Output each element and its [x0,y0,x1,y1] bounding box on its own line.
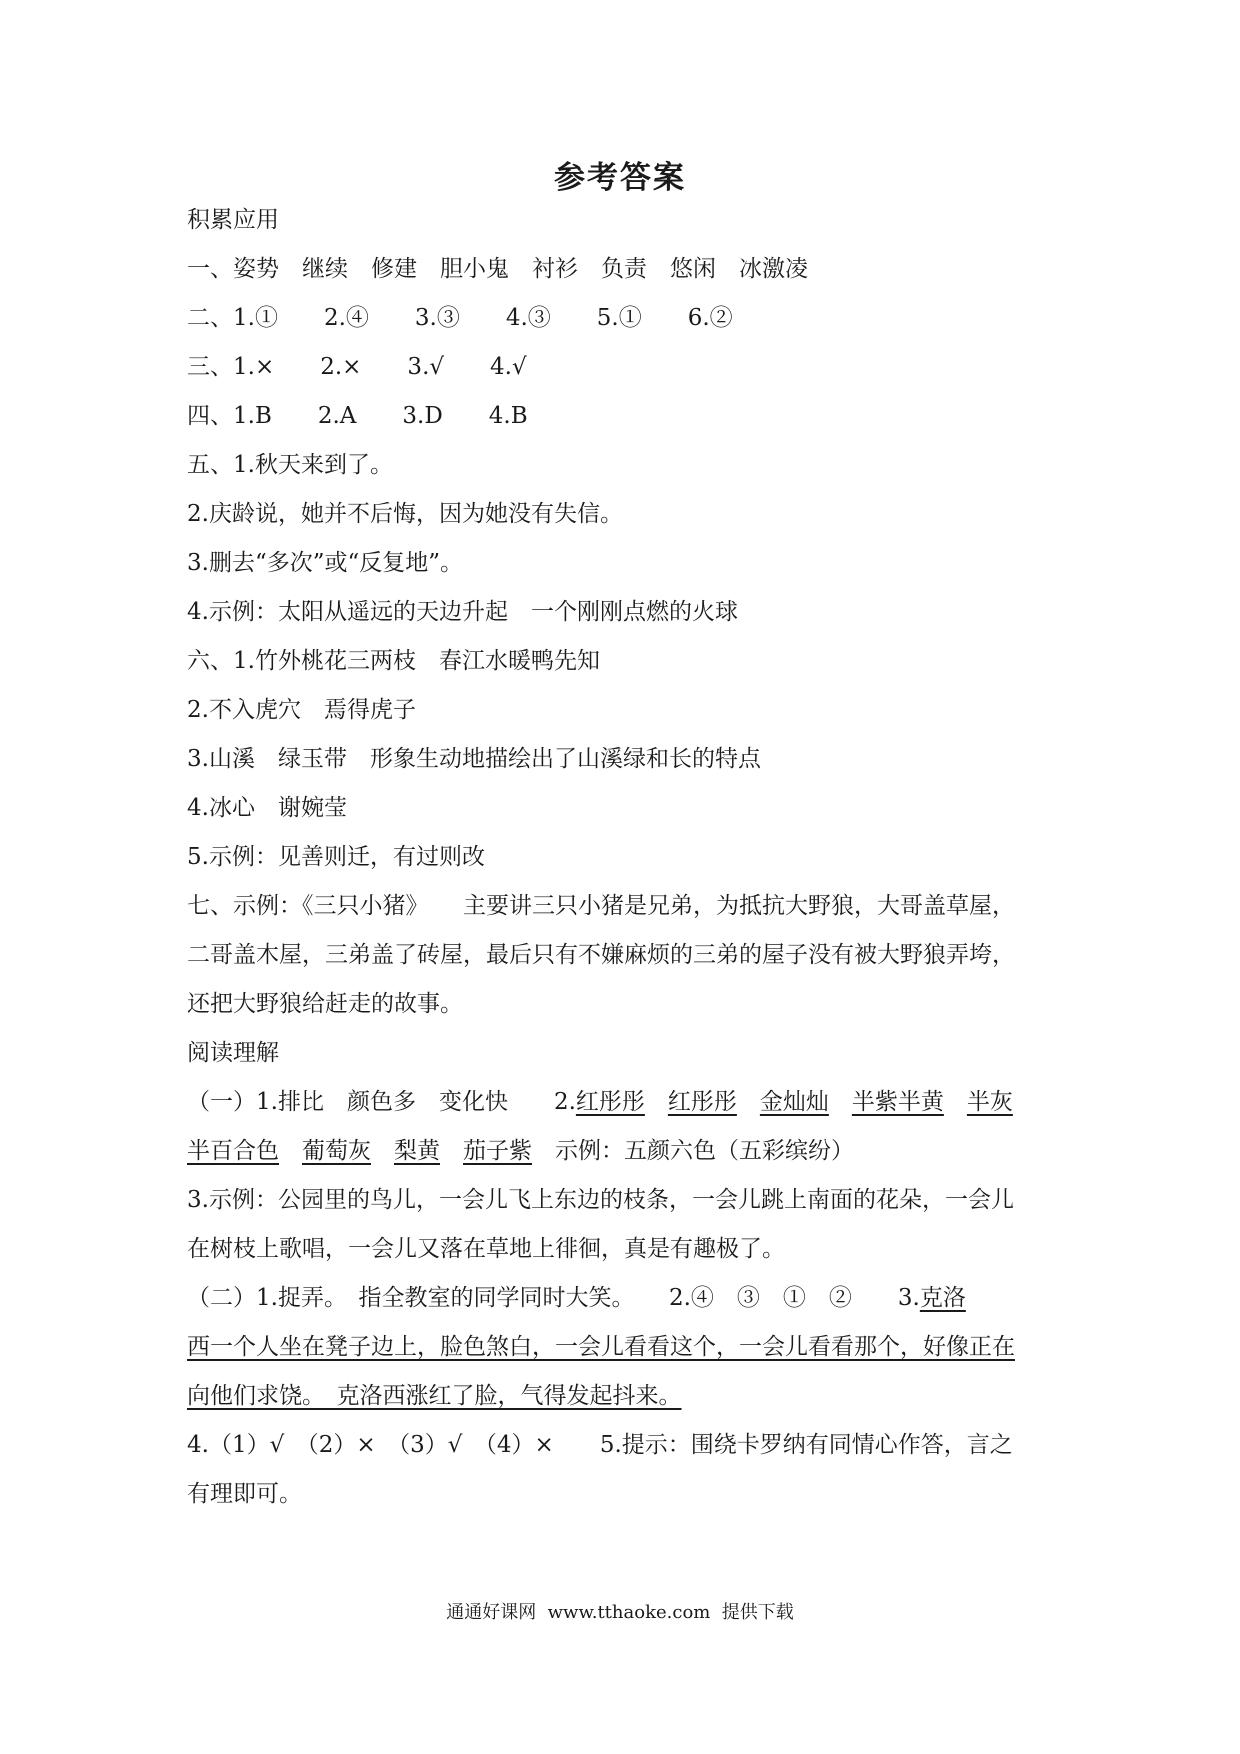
underlined-word: 茄子紫 [463,1138,532,1164]
underlined-sentence: 西一个人坐在凳子边上，脸色煞白，一会儿看看这个，一会儿看看那个，好像正在 [187,1334,1015,1360]
underlined-sentence: 克洛 [919,1285,966,1311]
reading1-line-3: 3.示例：公园里的鸟儿，一会儿飞上东边的枝条，一会儿跳上南面的花朵，一会儿 [187,1187,1014,1213]
answer-line-q6-4: 4.冰心 谢婉莹 [187,795,347,821]
underlined-word: 葡萄灰 [302,1138,371,1164]
underlined-sentence: 克洛西涨红了脸，气得发起抖来。 [336,1383,682,1409]
reading2-prefix: （二）1.捉弄。 指全教室的同学同时大笑。 2.④ ③ ① ② 3. [187,1285,920,1311]
answer-line-q7-1: 七、示例：《三只小猪》 主要讲三只小猪是兄弟，为抵抗大野狼，大哥盖草屋， [187,893,1015,919]
underlined-word: 红彤彤 [575,1089,645,1115]
answer-content [187,196,1097,1519]
section-heading-accumulate: 积累应用 [187,207,279,233]
answer-line-q6-2: 2.不入虎穴 焉得虎子 [187,697,416,723]
underlined-word: 梨黄 [394,1138,440,1164]
footer-source: 通通好课网 www.tthaoke.com 提供下载 [446,1602,794,1623]
reading1-line-1 [187,1078,1097,1127]
underlined-sentence: 向他们求饶。 [187,1383,314,1409]
reading2-line-3 [187,1372,1097,1421]
answer-line-q6-5: 5.示例：见善则迁，有过则改 [187,844,485,870]
reading1-line-2 [187,1127,1097,1176]
answer-line-q2: 二、1.① 2.④ 3.③ 4.③ 5.① 6.② [187,305,733,331]
section-heading-reading: 阅读理解 [187,1040,279,1066]
reading1-example: 示例：五颜六色（五彩缤纷） [555,1138,854,1164]
reading2-line-2 [187,1323,1097,1372]
underlined-word: 半紫半黄 [851,1089,944,1115]
page-title: 参考答案 [554,160,686,196]
underlined-word: 半百合色 [187,1138,279,1164]
answer-line-q3: 三、1.× 2.× 3.√ 4.√ [187,354,527,380]
underlined-word: 红彤彤 [667,1089,737,1115]
answer-line-q5-2: 2.庆龄说，她并不后悔，因为她没有失信。 [187,501,623,527]
answer-line-q7-3: 还把大野狼给赶走的故事。 [187,991,463,1017]
answer-line-q5-4: 4.示例：太阳从遥远的天边升起 一个刚刚点燃的火球 [187,599,738,625]
answer-line-q6-1: 六、1.竹外桃花三两枝 春江水暖鸭先知 [187,648,600,674]
underlined-word: 半灰 [966,1089,1013,1115]
answer-line-q7-2: 二哥盖木屋，三弟盖了砖屋，最后只有不嫌麻烦的三弟的屋子没有被大野狼弄垮， [187,942,1015,968]
reading1-prefix: （一）1.排比 颜色多 变化快 2. [187,1089,576,1115]
reading2-line-5: 有理即可。 [187,1481,302,1507]
answer-line-q1: 一、姿势 继续 修建 胆小鬼 衬衫 负责 悠闲 冰激凌 [187,256,808,282]
answer-line-q5-1: 五、1.秋天来到了。 [187,452,393,478]
answer-line-q4: 四、1.B 2.A 3.D 4.B [187,403,528,429]
answer-line-q6-3: 3.山溪 绿玉带 形象生动地描绘出了山溪绿和长的特点 [187,746,761,772]
reading2-line-4: 4.（1）√ （2）× （3）√ （4）× 5.提示：围绕卡罗纳有同情心作答，言之 [187,1432,1013,1458]
reading1-line-4: 在树枝上歌唱，一会儿又落在草地上徘徊，真是有趣极了。 [187,1236,785,1262]
reading2-line-1 [187,1274,1097,1323]
answer-line-q5-3: 3.删去“多次”或“反复地”。 [187,550,463,576]
underlined-word: 金灿灿 [759,1089,829,1115]
